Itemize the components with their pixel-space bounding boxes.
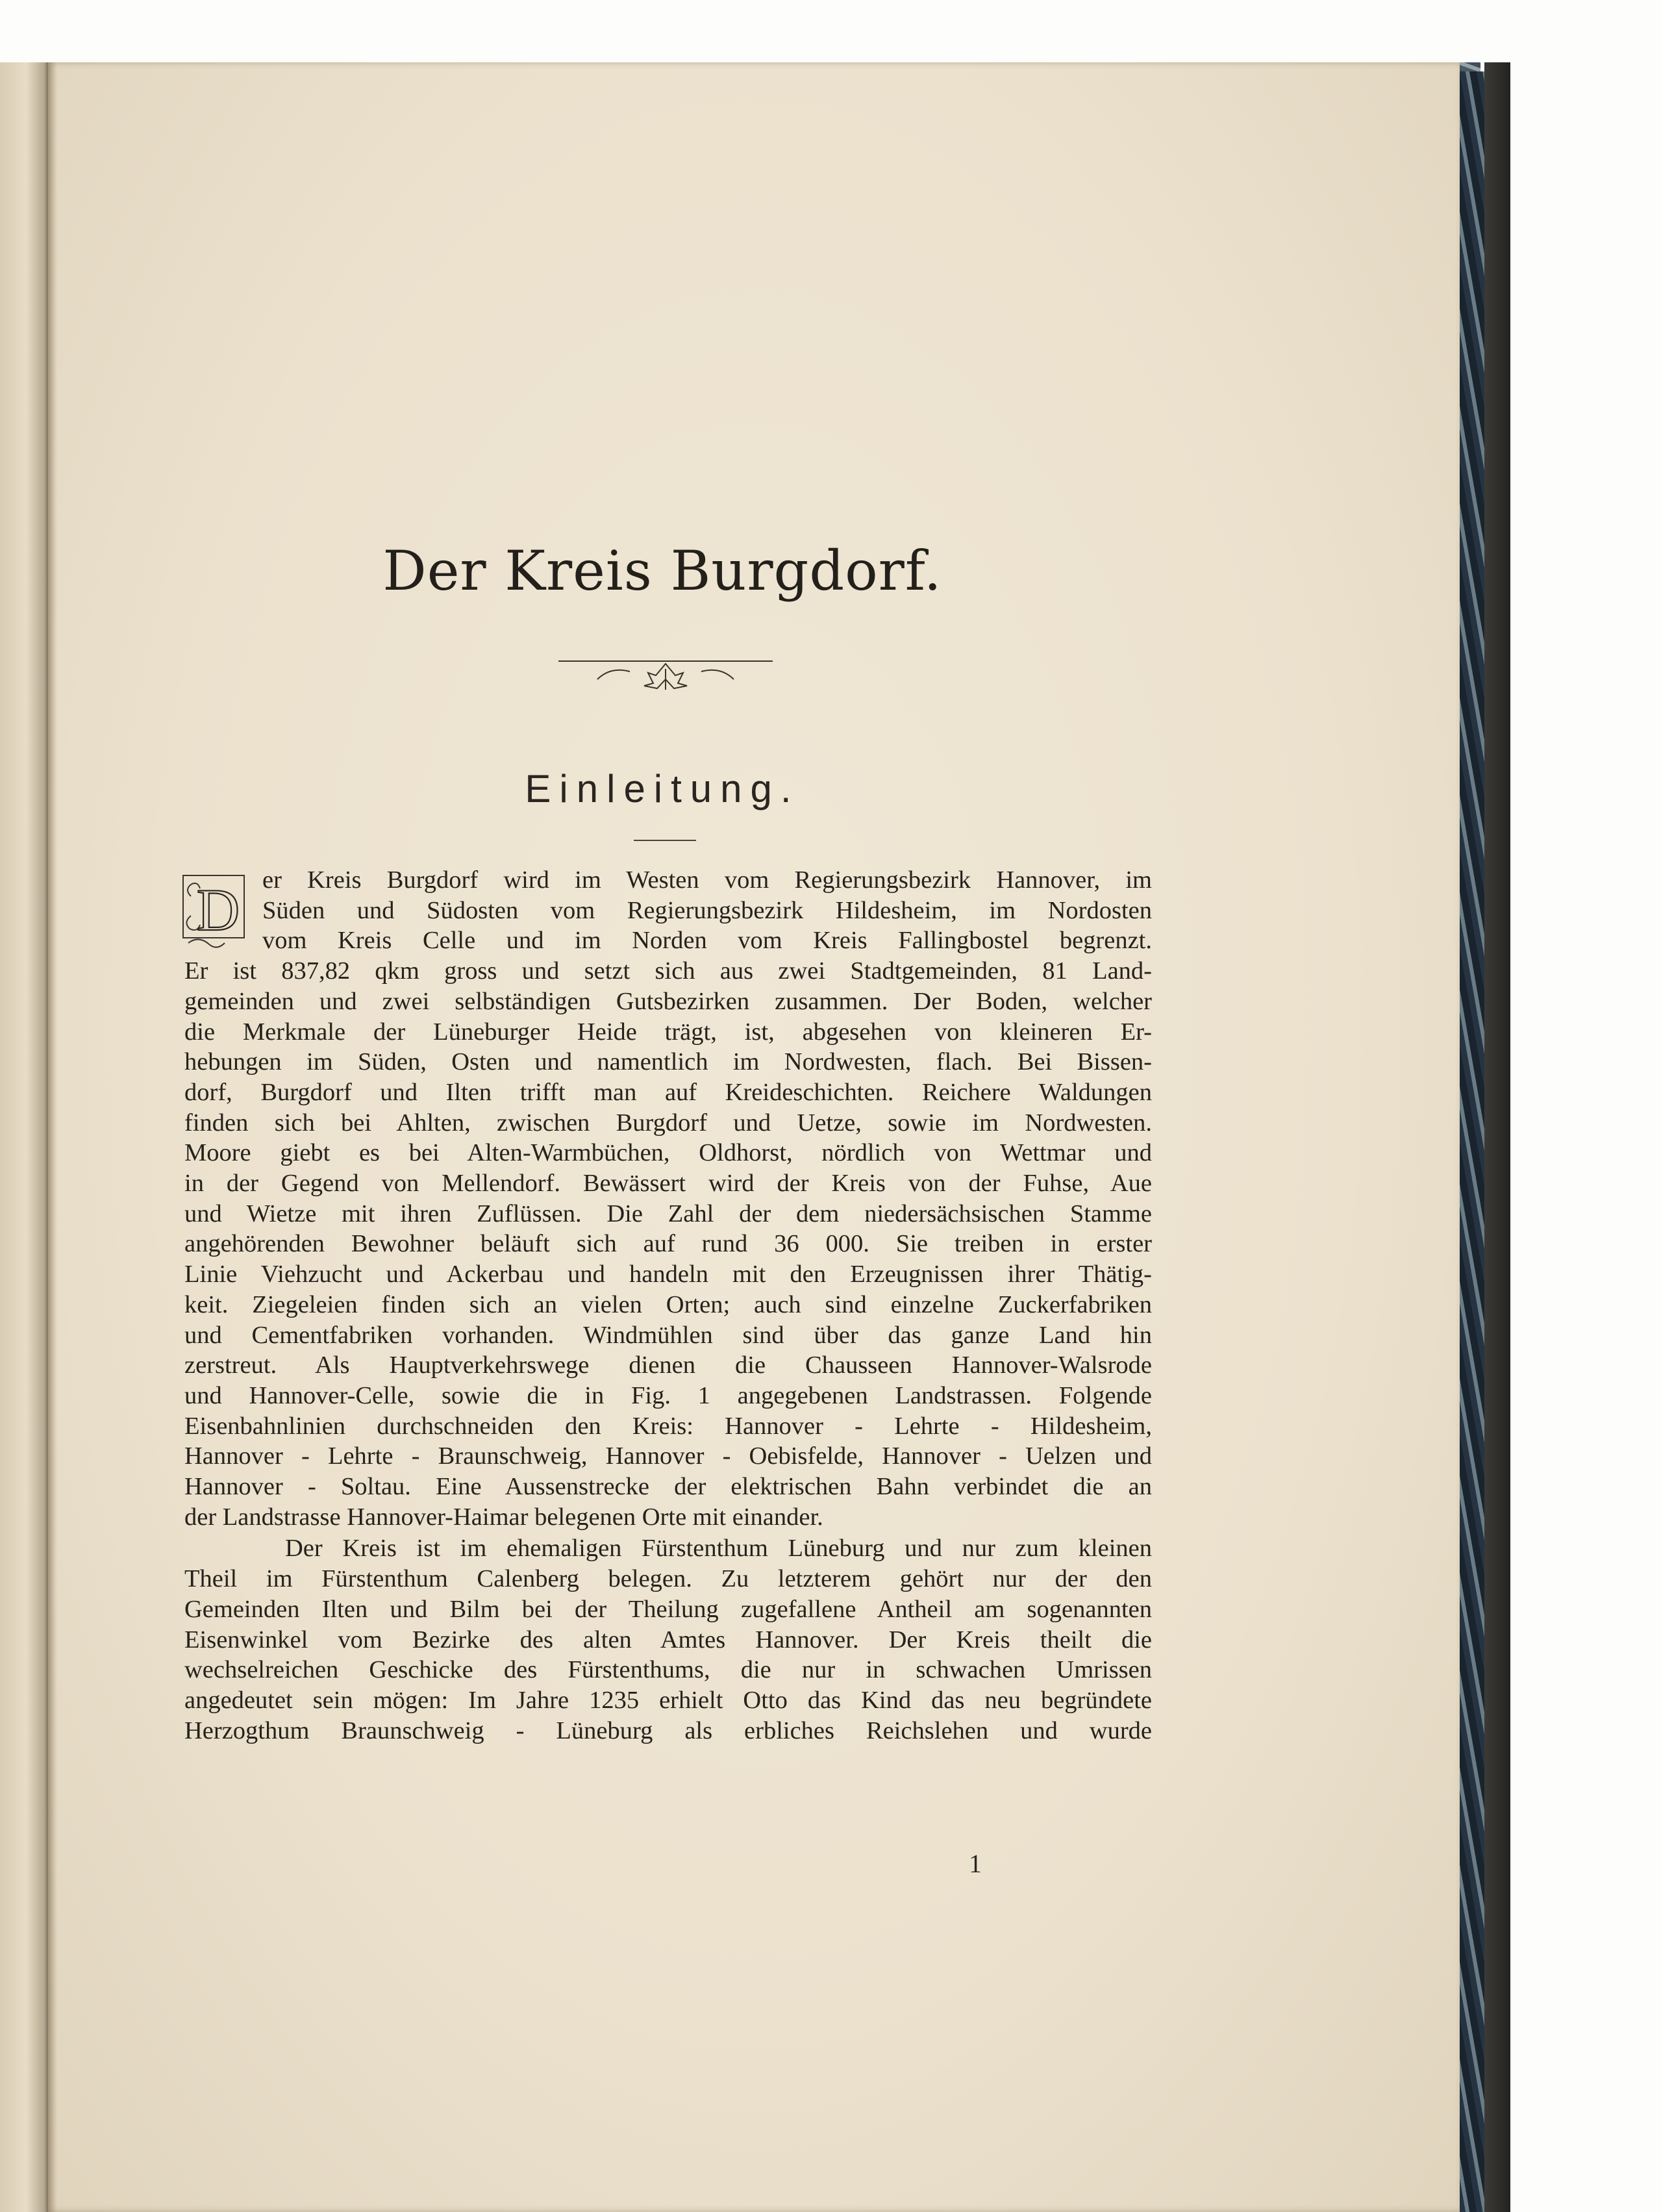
text-line: die Merkmale der Lüneburger Heide trägt, ist, abgesehen von kleineren Er- <box>184 1018 1152 1046</box>
dropcap-letter: D <box>196 877 240 943</box>
text-line: zerstreut. Als Hauptverkehrswege dienen die Chausseen Hannover-Walsrode <box>184 1351 1152 1379</box>
page-gutter-shadow <box>48 62 57 2212</box>
text-line: Süden und Südosten vom Regierungsbezirk Hildesheim, im Nordosten <box>262 896 1152 924</box>
text-line: gemeinden und zwei selbständigen Gutsbezirken zusammen. Der Boden, welcher <box>184 987 1152 1015</box>
book-binding <box>1484 62 1510 2212</box>
body-text <box>184 865 1152 1746</box>
text-line: finden sich bei Ahlten, zwischen Burgdorf und Uetze, sowie im Nordwesten. <box>184 1109 1152 1137</box>
text-line: der Landstrasse Hannover-Haimar belegenen Orte mit einander. <box>184 1503 823 1531</box>
text-line: angehörenden Bewohner beläuft sich auf rund 36 000. Sie treiben in erster <box>184 1230 1152 1258</box>
text-line: und Wietze mit ihren Zuflüssen. Die Zahl der dem niedersächsischen Stamme <box>184 1200 1152 1227</box>
text-line: Hannover - Soltau. Eine Aussenstrecke der elektrischen Bahn verbindet die an <box>184 1473 1152 1501</box>
page-number: 1 <box>969 1849 982 1878</box>
text-line: Er ist 837,82 qkm gross und setzt sich aus zwei Stadtgemeinden, 81 Land- <box>184 957 1152 985</box>
text-line: Linie Viehzucht und Ackerbau und handeln mit den Erzeugnissen ihrer Thätig- <box>184 1261 1152 1288</box>
text-line: Hannover - Lehrte - Braunschweig, Hannover - Oebisfelde, Hannover - Uelzen und <box>184 1442 1152 1470</box>
heading-rule <box>634 840 696 841</box>
text-line: keit. Ziegeleien finden sich an vielen Orten; auch sind einzelne Zuckerfabriken <box>184 1290 1152 1318</box>
paragraph-2 <box>184 1533 1152 1746</box>
text-line: er Kreis Burgdorf wird im Westen vom Regierungsbezirk Hannover, im <box>262 866 1152 894</box>
text-line: und Cementfabriken vorhanden. Windmühlen sind über das ganze Land hin <box>184 1321 1152 1349</box>
text-line: und Hannover-Celle, sowie die in Fig. 1 angegebenen Landstrassen. Folgende <box>184 1381 1152 1409</box>
title-ornament-icon <box>558 657 773 695</box>
left-page-edge <box>0 62 48 2212</box>
text-line: angedeutet sein mögen: Im Jahre 1235 erhielt Otto das Kind das neu begründete <box>184 1686 1152 1714</box>
text-line: in der Gegend von Mellendorf. Bewässert wird der Kreis von der Fuhse, Aue <box>184 1170 1152 1198</box>
text-line: Gemeinden Ilten und Bilm bei der Theilung zugefallene Antheil am sogenannten <box>184 1595 1152 1623</box>
text-line: hebungen im Süden, Osten und namentlich im Nordwesten, flach. Bei Bissen- <box>184 1048 1152 1076</box>
text-line: Der Kreis ist im ehemaligen Fürstenthum Lüneburg und nur zum kleinen <box>285 1535 1152 1563</box>
text-line: Herzogthum Braunschweig - Lüneburg als erbliches Reichslehen und wurde <box>184 1716 1152 1744</box>
text-line: dorf, Burgdorf und Ilten trifft man auf Kreideschichten. Reichere Waldungen <box>184 1078 1152 1106</box>
paragraph-1 <box>184 865 1152 1532</box>
text-line: vom Kreis Celle und im Norden vom Kreis Fallingbostel begrenzt. <box>262 927 1152 955</box>
text-line: Eisenbahnlinien durchschneiden den Kreis: Hannover - Lehrte - Hildesheim, <box>184 1412 1152 1440</box>
page-title: Der Kreis Burgdorf. <box>382 539 942 603</box>
section-heading: Einleitung. <box>525 767 800 811</box>
text-line: Moore giebt es bei Alten-Warmbüchen, Oldhorst, nördlich von Wettmar und <box>184 1139 1152 1167</box>
text-line: wechselreichen Geschicke des Fürstenthums, die nur in schwachen Umrissen <box>184 1656 1152 1684</box>
text-line: Theil im Fürstenthum Calenberg belegen. Zu letzterem gehört nur der den <box>184 1565 1152 1593</box>
marbled-cover-edge <box>1460 71 1486 2212</box>
text-line: Eisenwinkel vom Bezirke des alten Amtes Hannover. Der Kreis theilt die <box>184 1626 1152 1653</box>
